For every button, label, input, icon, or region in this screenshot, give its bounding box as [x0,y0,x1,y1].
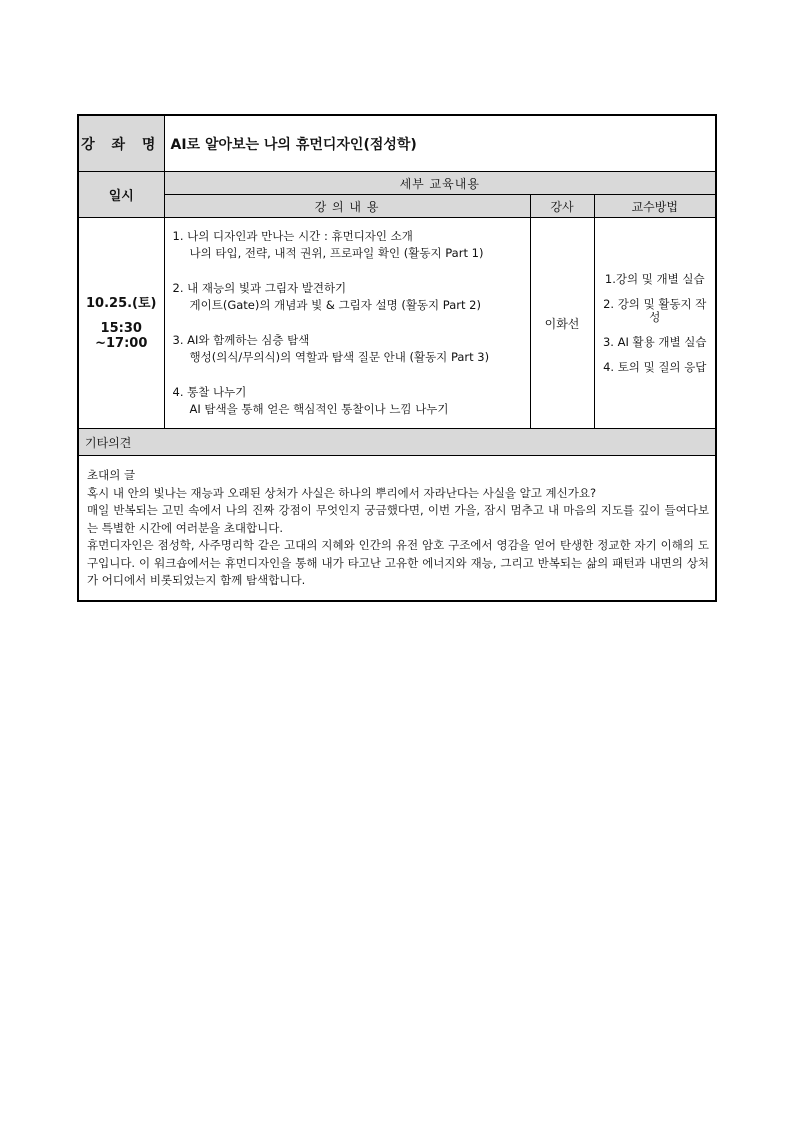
method-item: 2. 강의 및 활동지 작성 [603,296,707,324]
notes-paragraph: 휴먼디자인은 점성학, 사주명리학 같은 고대의 지혜와 인간의 유전 암호 구조에서 영감을 얻어 탄생한 정교한 자기 이해의 도구입니다. 이 워크숍에서는 휴먼디자인을 통해 내가 타고난 고유한 에너지와 재능, 그리고 반복되는 삶의 패턴과 내면의 상처가 어디에서 비롯되었는지 함께 탐색합니다. [87,538,709,587]
course-title-row [78,115,716,172]
lecture-item-detail: 행성(의식/무의식)의 역할과 탐색 질문 안내 (활동지 Part 3) [189,350,490,364]
lecture-item [173,332,522,366]
session-row [78,218,716,429]
header-row-2 [78,195,716,218]
session-time-end: ~17:00 [95,335,148,351]
notes-paragraph: 초대의 글 [87,468,136,482]
course-table [77,114,717,602]
method-item: 3. AI 활용 개별 실습 [602,334,707,349]
session-date: 10.25.(토) [86,295,157,311]
schedule-label: 일시 [78,172,164,218]
lecture-item-detail: AI 탐색을 통해 얻은 핵심적인 통찰이나 느낌 나누기 [189,402,449,416]
lecture-item-title: 4. 통찰 나누기 [172,385,247,399]
lecture-content [164,218,530,429]
notes-paragraph: 혹시 내 안의 빛나는 재능과 오래된 상처가 사실은 하나의 뿌리에서 자라난다는 사실을 알고 계신가요? [87,485,597,500]
teacher-label: 강사 [530,195,594,218]
content-label: 강 의 내 용 [164,195,530,218]
teacher-name: 이화선 [530,218,594,429]
notes-row [78,456,716,601]
lecture-item [173,384,522,418]
course-label: 강 좌 명 [78,115,164,172]
teaching-methods [594,218,716,429]
course-sheet [77,114,715,602]
notes-body [78,456,716,601]
session-time-start: 15:30 [100,320,142,336]
lecture-item-title: 1. 나의 디자인과 만나는 시간 : 휴먼디자인 소개 [172,229,413,243]
course-title: AI로 알아보는 나의 휴먼디자인(점성학) [164,115,716,172]
detail-label: 세부 교육내용 [164,172,716,195]
notes-paragraph: 매일 반복되는 고민 속에서 나의 진짜 강점이 무엇인지 궁금했다면, 이번 가을, 잠시 멈추고 내 마음의 지도를 깊이 들여다보는 특별한 시간에 여러분을 초대합니다. [87,503,709,535]
lecture-item-detail: 게이트(Gate)의 개념과 빛 & 그림자 설명 (활동지 Part 2) [189,298,481,312]
lecture-item-title: 2. 내 재능의 빛과 그림자 발견하기 [172,281,347,295]
session-datetime [78,218,164,429]
method-item: 4. 토의 및 질의 응답 [603,359,707,374]
lecture-item-title: 3. AI와 함께하는 심층 탐색 [172,333,310,347]
notes-label: 기타의견 [78,429,716,456]
lecture-item-detail: 나의 타입, 전략, 내적 권위, 프로파일 확인 (활동지 Part 1) [189,246,484,260]
method-label: 교수방법 [594,195,716,218]
lecture-item [173,228,522,262]
notes-header-row [78,429,716,456]
header-row-1 [78,172,716,195]
lecture-item [173,280,522,314]
method-item: 1.강의 및 개별 실습 [604,271,705,286]
